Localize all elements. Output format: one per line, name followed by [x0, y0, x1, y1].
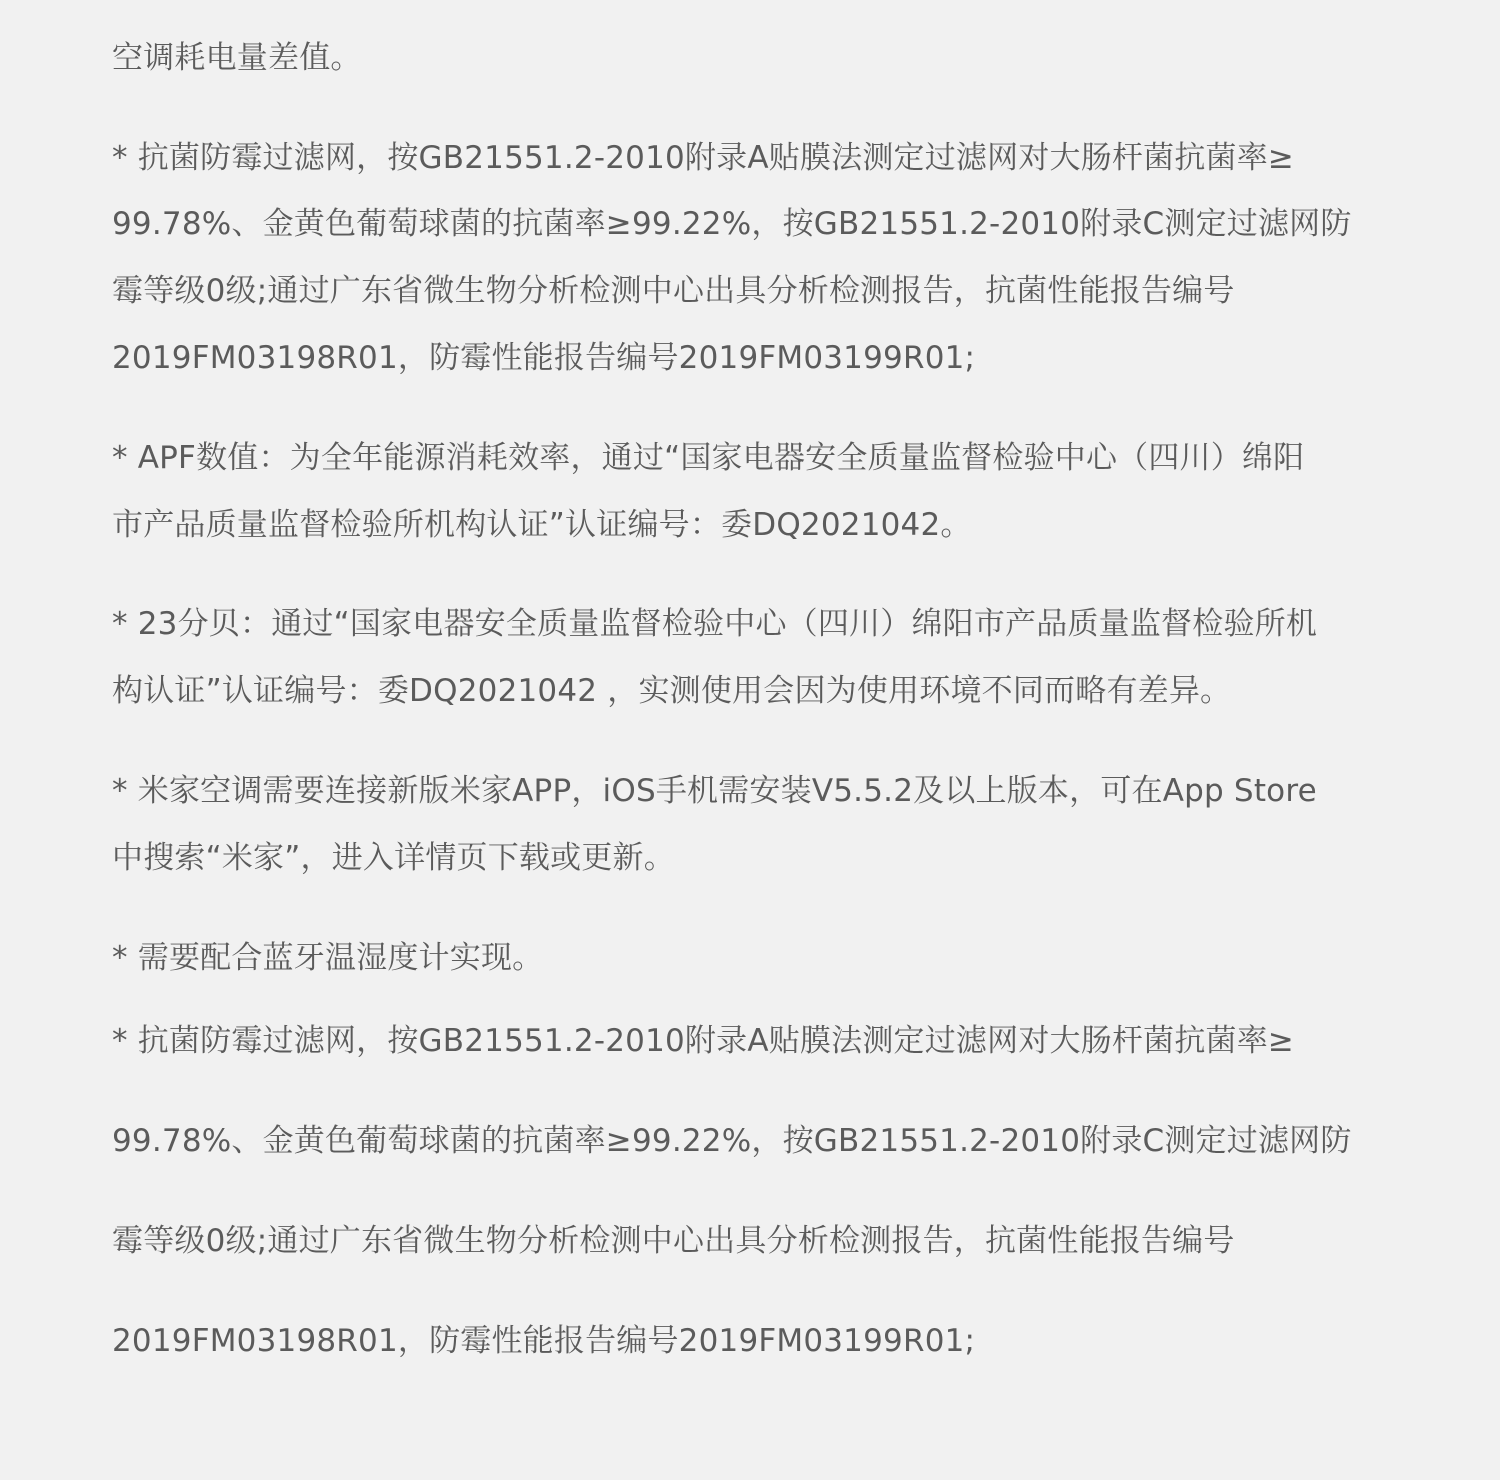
- note-line: * 抗菌防霉过滤网，按GB21551.2-2010附录A贴膜法测定过滤网对大肠杆菌抗菌率≥: [112, 140, 1295, 176]
- note-line: * APF数值：为全年能源消耗效率，通过“国家电器安全质量监督检验中心（四川）绵阳: [112, 440, 1305, 476]
- note-line: 99.78%、金黄色葡萄球菌的抗菌率≥99.22%，按GB21551.2-2010附录C测定过滤网防: [112, 1123, 1352, 1159]
- note-line: 99.78%、金黄色葡萄球菌的抗菌率≥99.22%，按GB21551.2-2010附录C测定过滤网防: [112, 206, 1352, 242]
- note-line: 构认证”认证编号：委DQ2021042 ，实测使用会因为使用环境不同而略有差异。: [112, 673, 1232, 709]
- note-line: 2019FM03198R01，防霉性能报告编号2019FM03199R01;: [112, 1323, 976, 1359]
- note-line: 霉等级0级;通过广东省微生物分析检测中心出具分析检测报告，抗菌性能报告编号: [112, 273, 1235, 309]
- note-line: 霉等级0级;通过广东省微生物分析检测中心出具分析检测报告，抗菌性能报告编号: [112, 1223, 1235, 1259]
- note-line: * 抗菌防霉过滤网，按GB21551.2-2010附录A贴膜法测定过滤网对大肠杆菌抗菌率≥: [112, 1023, 1295, 1059]
- note-line: 市产品质量监督检验所机构认证”认证编号：委DQ2021042。: [112, 507, 972, 543]
- note-line: 中搜索“米家”，进入详情页下载或更新。: [112, 840, 675, 876]
- note-line: * 米家空调需要连接新版米家APP，iOS手机需安装V5.5.2及以上版本，可在App Store: [112, 773, 1317, 809]
- note-bluetooth: * 需要配合蓝牙温湿度计实现。: [112, 940, 544, 976]
- intro-partial-line: 空调耗电量差值。: [112, 40, 362, 76]
- note-line: 2019FM03198R01，防霉性能报告编号2019FM03199R01;: [112, 340, 976, 376]
- note-line: * 23分贝：通过“国家电器安全质量监督检验中心（四川）绵阳市产品质量监督检验所机: [112, 606, 1318, 642]
